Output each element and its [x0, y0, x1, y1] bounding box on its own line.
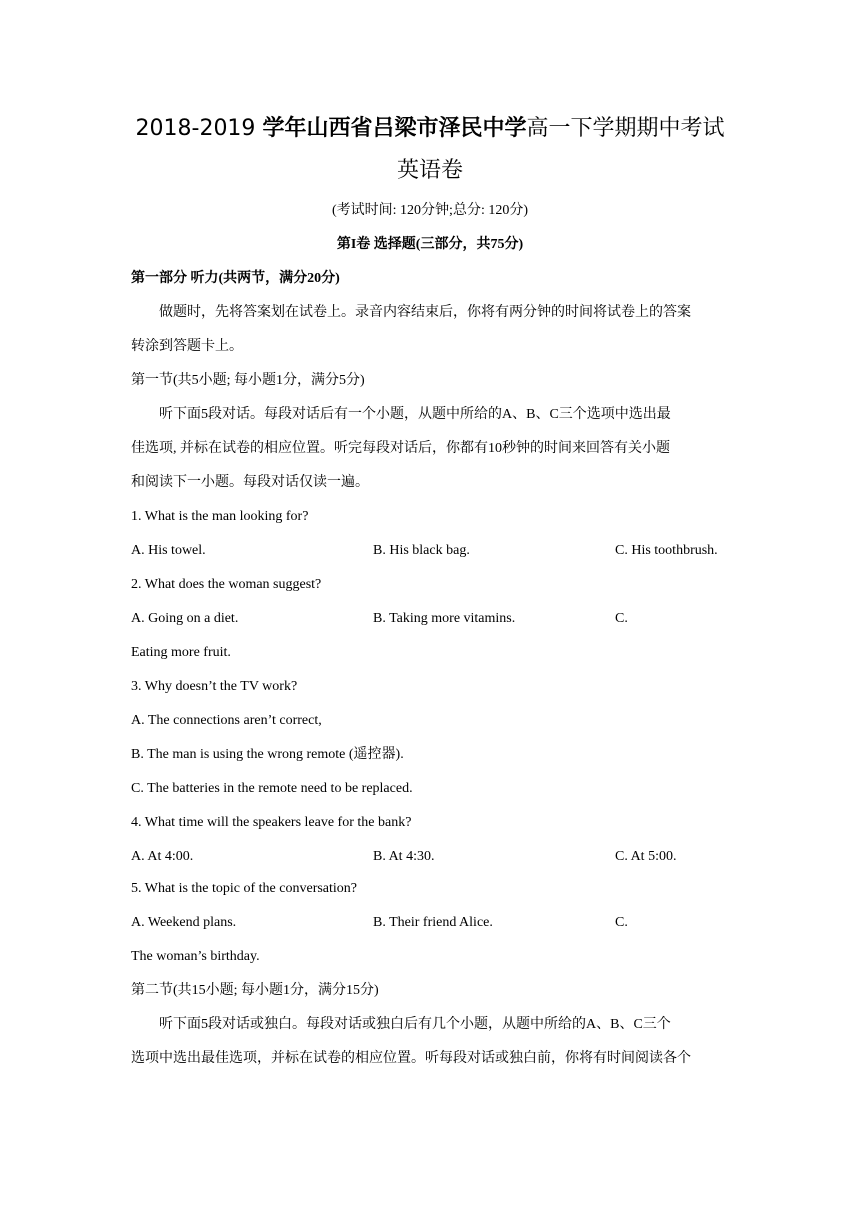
part1-intro-line: 做题时，先将答案划在试卷上。录音内容结束后，你将有两分钟的时间将试卷上的答案 — [159, 305, 691, 320]
section2-instruction-line: 选项中选出最佳选项，并标在试卷的相应位置。听每段对话或独白前，你将有时间阅读各个 — [131, 1051, 691, 1066]
part1-intro-line: 转涂到答题卡上。 — [131, 339, 243, 354]
exam-title-line2: 英语卷 — [396, 158, 463, 183]
question-1-option-b: B. His black bag. — [373, 543, 470, 558]
question-2-stem: 2. What does the woman suggest? — [131, 577, 322, 592]
question-4-option-b: B. At 4:30. — [373, 849, 435, 864]
title-exam: 高一下学期期中考试 — [526, 116, 725, 141]
exam-title-line1 — [131, 114, 729, 144]
question-3-option-c: C. The batteries in the remote need to be replaced. — [131, 781, 413, 796]
question-4-option-a: A. At 4:00. — [131, 849, 194, 864]
question-5-option-b: B. Their friend Alice. — [373, 915, 493, 930]
question-5-option-c-text: The woman’s birthday. — [131, 949, 260, 964]
question-2-option-c: C. — [615, 611, 628, 626]
title-school: 学年山西省吕梁市泽民中学 — [262, 116, 527, 141]
section2-heading: 第二节(共15小题; 每小题1分，满分15分) — [131, 983, 379, 998]
volume-heading: 第I卷 选择题(三部分，共75分) — [336, 237, 524, 252]
question-3-stem: 3. Why doesn’t the TV work? — [131, 679, 298, 694]
question-1-option-a: A. His towel. — [131, 543, 206, 558]
question-1-stem: 1. What is the man looking for? — [131, 509, 309, 524]
section2-instruction-line: 听下面5段对话或独白。每段对话或独白后有几个小题，从题中所给的A、B、C三个 — [159, 1017, 671, 1032]
question-4-stem: 4. What time will the speakers leave for the bank? — [131, 815, 412, 830]
question-3-option-a: A. The connections aren’t correct, — [131, 713, 322, 728]
section1-instruction-line: 听下面5段对话。每段对话后有一个小题，从题中所给的A、B、C三个选项中选出最 — [159, 407, 671, 422]
question-5-option-c: C. — [615, 915, 628, 930]
question-2-option-a: A. Going on a diet. — [131, 611, 239, 626]
section1-heading: 第一节(共5小题; 每小题1分，满分5分) — [131, 373, 365, 388]
section1-instruction-line: 佳选项, 并标在试卷的相应位置。听完每段对话后，你都有10秒钟的时间来回答有关小题 — [131, 441, 670, 456]
question-5-option-a: A. Weekend plans. — [131, 915, 237, 930]
question-1-option-c: C. His toothbrush. — [615, 543, 718, 558]
exam-page — [131, 0, 729, 1216]
question-3-option-b: B. The man is using the wrong remote (遥控器). — [131, 747, 404, 762]
question-2-option-b: B. Taking more vitamins. — [373, 611, 516, 626]
exam-info: (考试时间: 120分钟;总分: 120分) — [332, 203, 528, 218]
title-year: 2018-2019 — [135, 116, 263, 141]
question-4-option-c: C. At 5:00. — [615, 849, 677, 864]
part1-heading: 第一部分 听力(共两节，满分20分) — [131, 271, 340, 286]
question-5-stem: 5. What is the topic of the conversation? — [131, 881, 358, 896]
question-2-option-c-text: Eating more fruit. — [131, 645, 231, 660]
section1-instruction-line: 和阅读下一小题。每段对话仅读一遍。 — [131, 475, 369, 490]
